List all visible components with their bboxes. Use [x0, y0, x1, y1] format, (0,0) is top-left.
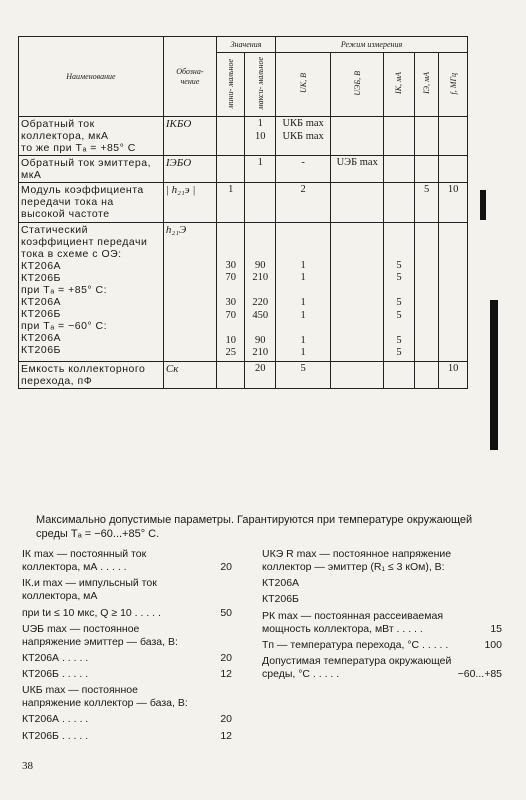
param-value: −60...+85: [457, 668, 502, 680]
table-row: [19, 156, 468, 183]
param-text: PК max — постоянная рассеиваемая мощность коллектора, мВт . . . . .: [262, 609, 444, 635]
row-name: Емкость коллекторного перехода, пФ: [19, 361, 164, 388]
param-text: КТ206Б . . . . .: [22, 668, 89, 680]
param-value: 20: [220, 651, 232, 664]
param-item: [22, 652, 232, 665]
table-body: [19, 117, 468, 389]
param-item: [262, 548, 502, 574]
parameters-table: [18, 36, 468, 389]
header-ue: UЭБ, В: [352, 71, 362, 96]
cell-ie: [414, 222, 438, 361]
cell-ik: 5 5 5 5 5 5: [384, 222, 415, 361]
cell-ik: [384, 361, 415, 388]
scan-edge-mark: [480, 190, 486, 220]
param-item: [22, 684, 232, 710]
row-symbol: | h₂₁э |: [163, 183, 216, 222]
cell-f: 10: [439, 183, 468, 222]
header-designation: Обозна- чение: [163, 37, 216, 117]
header-ie: IЭ, мА: [421, 72, 431, 95]
cell-ik: [384, 156, 415, 183]
cell-f: [439, 156, 468, 183]
param-item: [22, 668, 232, 681]
cell-min: [216, 156, 245, 183]
param-item: [22, 713, 232, 726]
table-row: [19, 183, 468, 222]
table-row: [19, 361, 468, 388]
row-symbol: Cк: [163, 361, 216, 388]
param-value: 12: [220, 668, 232, 680]
row-name: Обратный ток эмиттера, мкА: [19, 156, 164, 183]
row-symbol: h₂₁Э: [163, 222, 216, 361]
param-item: [22, 607, 232, 620]
header-mode: Режим измерения: [276, 37, 468, 53]
cell-max: 20: [245, 361, 276, 388]
cell-min: [216, 117, 245, 156]
cell-ue: [331, 183, 384, 222]
cell-ik: [384, 183, 415, 222]
cell-min: 1: [216, 183, 245, 222]
header-name: Наименование: [19, 37, 164, 117]
header-uk: UК, В: [298, 73, 308, 94]
param-text: UКБ max — постоянное напряжение коллектор — база, В:: [22, 684, 188, 710]
param-text: UЭБ max — постоянное напряжение эмиттер — база, В:: [22, 622, 178, 648]
row-name: Статический коэффициент передачи тока в схеме с ОЭ: КТ206А КТ206Б при Tₐ = +85° С: КТ206А КТ206Б при Tₐ = −60° С: КТ206А КТ206Б: [19, 222, 164, 361]
param-text: Tп — температура перехода, °С . . . . .: [262, 638, 449, 651]
param-item: [22, 730, 232, 743]
cell-uk: 2: [276, 183, 331, 222]
cell-uk: 5: [276, 361, 331, 388]
param-item: [22, 548, 232, 574]
row-name: Обратный ток коллектора, мкА то же при Tₐ = +85° C: [19, 117, 164, 156]
param-item: [262, 610, 502, 636]
header-f: f, МГц: [448, 72, 458, 95]
page-number: 38: [22, 760, 33, 772]
param-text: IК.и max — импульсный ток коллектора, мА: [22, 577, 157, 603]
param-value: 20: [220, 561, 232, 574]
param-text: КТ206А . . . . .: [22, 713, 89, 726]
row-name: Модуль коэффициента передачи тока на высокой частоте: [19, 183, 164, 222]
table-row: [19, 117, 468, 156]
param-item: [262, 593, 502, 606]
row-symbol: IЭБО: [163, 156, 216, 183]
cell-ik: [384, 117, 415, 156]
param-value: 100: [484, 638, 502, 651]
cell-max: 1: [245, 156, 276, 183]
param-text: КТ206Б . . . . .: [22, 729, 89, 742]
param-text: при tи ≤ 10 мкс, Q ≥ 10 . . . . .: [22, 606, 161, 619]
cell-ie: [414, 156, 438, 183]
cell-min: 30 70 30 70 10 25: [216, 222, 245, 361]
param-value: 15: [490, 622, 502, 635]
param-value: 12: [220, 729, 232, 742]
cell-ue: [331, 361, 384, 388]
cell-ie: [414, 361, 438, 388]
cell-ue: [331, 222, 384, 361]
cell-uk: UКБ max UКБ max: [276, 117, 331, 156]
header-ik: IК, мА: [394, 72, 404, 95]
param-item: [22, 623, 232, 649]
cell-uk: -: [276, 156, 331, 183]
param-item: [262, 577, 502, 590]
param-item: [22, 577, 232, 603]
cell-max: [245, 183, 276, 222]
scan-edge-mark: [490, 300, 498, 450]
cell-f: [439, 117, 468, 156]
param-item: [262, 655, 502, 681]
header-min: мини- мальное: [226, 58, 236, 109]
table-row: [19, 222, 468, 361]
param-value: 50: [220, 606, 232, 619]
cell-f: [439, 222, 468, 361]
param-item: [262, 639, 502, 652]
param-text: Допустимая температура окружающей среды, °С . . . . .: [262, 654, 452, 680]
cell-max: 90 210 220 450 90 210: [245, 222, 276, 361]
cell-max: 1 10: [245, 117, 276, 156]
param-text: КТ206А . . . . .: [22, 651, 89, 664]
cell-uk: 1 1 1 1 1 1: [276, 222, 331, 361]
param-value: 20: [220, 713, 232, 726]
param-text: КТ206А: [262, 577, 300, 590]
right-column: [262, 548, 502, 684]
left-column: [22, 548, 232, 746]
cell-min: [216, 361, 245, 388]
row-symbol: IКБО: [163, 117, 216, 156]
cell-ue: [331, 117, 384, 156]
header-max: макси- мальное: [255, 57, 265, 110]
cell-ie: [414, 117, 438, 156]
cell-ie: 5: [414, 183, 438, 222]
cell-ue: UЭБ max: [331, 156, 384, 183]
param-text: IК max — постоянный ток коллектора, мА . . . . .: [22, 548, 147, 574]
param-text: КТ206Б: [262, 593, 299, 606]
section-title: Максимально допустимые параметры. Гарантируются при температуре окружающей среды Tₐ = −60...+85° С.: [36, 514, 473, 540]
cell-f: 10: [439, 361, 468, 388]
header-values: Значения: [216, 37, 275, 53]
param-text: UКЭ R max — постоянное напряжение коллектор — эмиттер (R₁ ≤ 3 кОм), В:: [262, 548, 452, 574]
